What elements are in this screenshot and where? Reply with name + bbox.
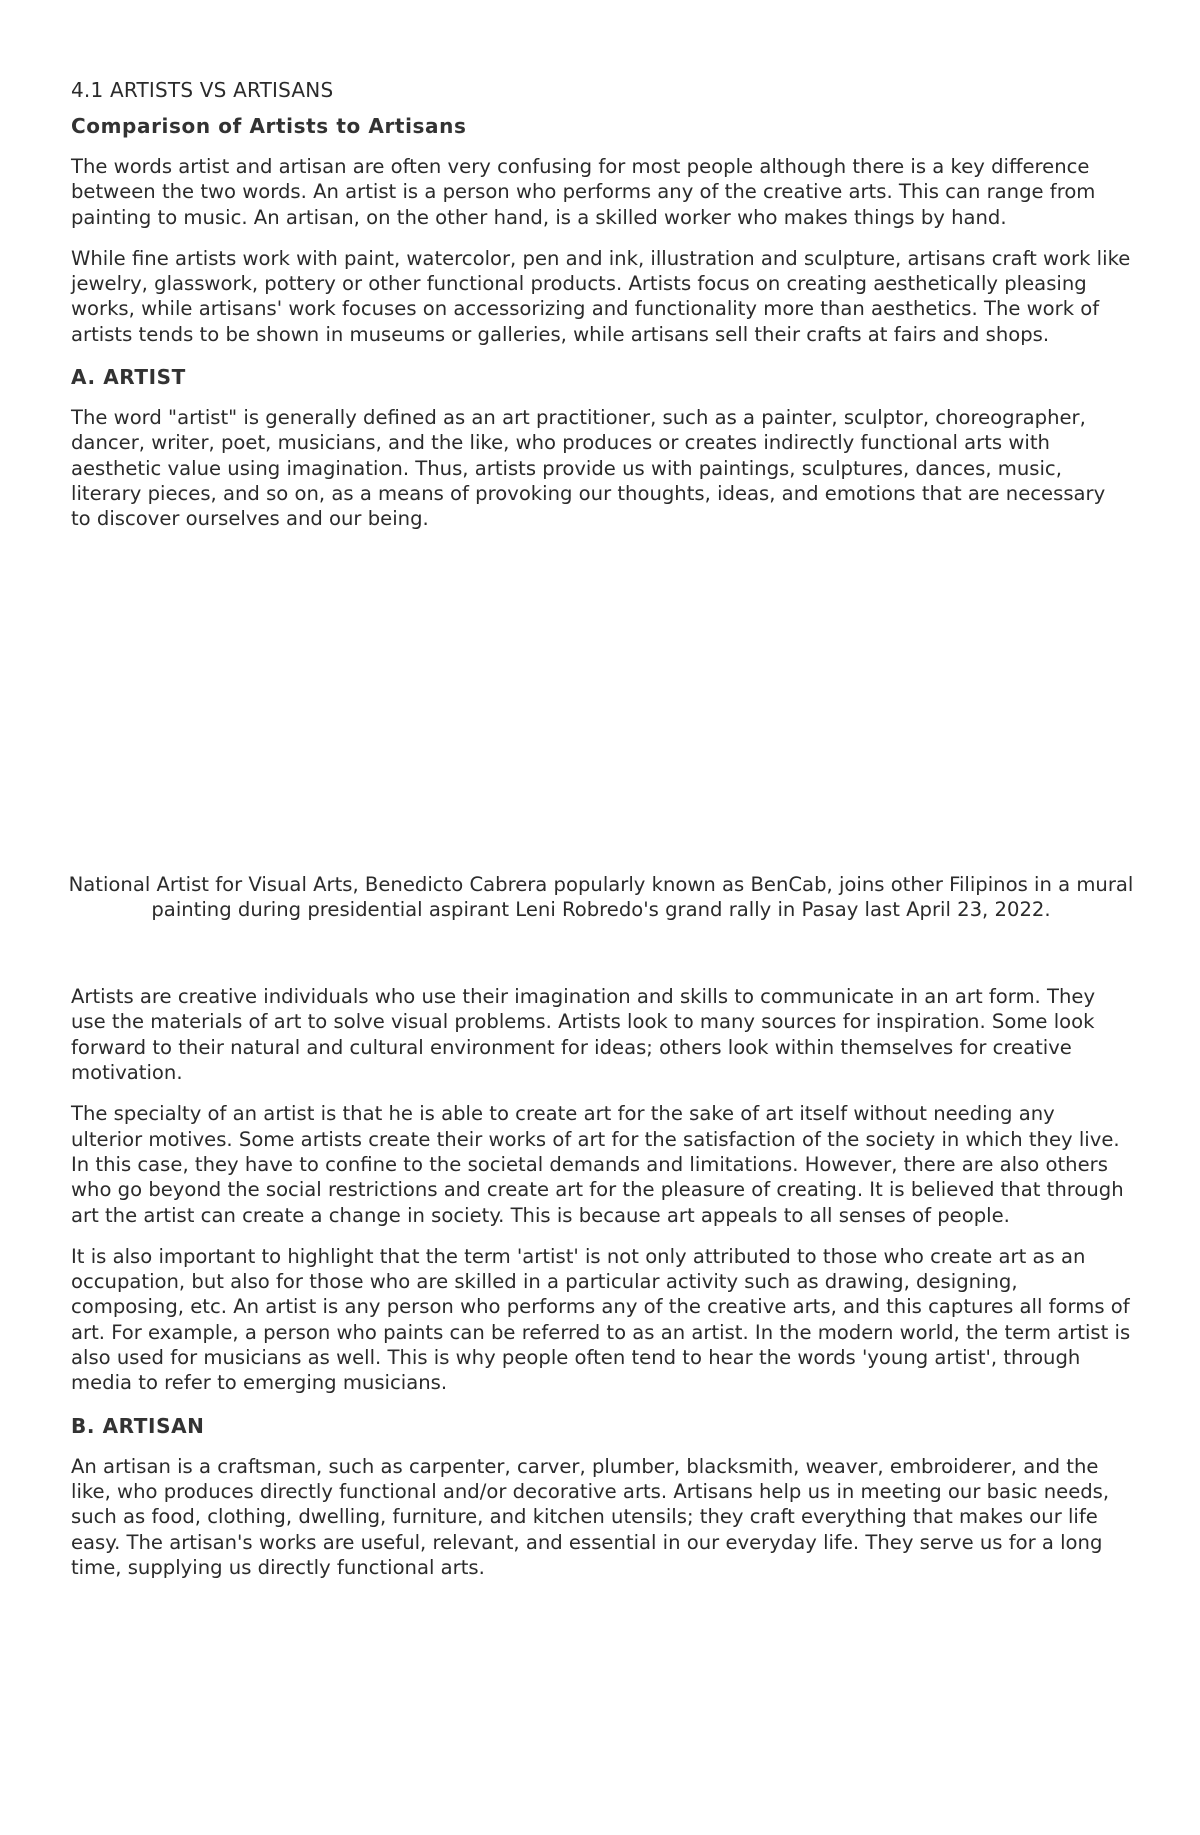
page-subtitle: Comparison of Artists to Artisans [71, 114, 467, 138]
artist-paragraph: The specialty of an artist is that he is able to create art for the sake of art itself without needing any ulterior motives. Some artists create their works of art for the satisfaction of the society in which they live. In this case, they have to confine to the societal demands and limitations. However, there are also others who go beyond the social restrictions and create art for the pleasure of creating. It is believed that through art the artist can create a change in society. This is because art appeals to all senses of people. [71, 1102, 1124, 1227]
artisan-definition-paragraph: An artisan is a craftsman, such as carpenter, carver, plumber, blacksmith, weaver, embroiderer, and the like, who produces directly functional and/or decorative arts. Artisans help us in meeting our basic needs, such as food, clothing, dwelling, furniture, and kitchen utensils; they craft everything that makes our life easy. The artisan's works are useful, relevant, and essential in our everyday life. They serve us for a long time, supplying us directly functional arts. [71, 1454, 1110, 1579]
section-heading-artist: A. ARTIST [71, 365, 186, 390]
page-title: 4.1 ARTISTS VS ARTISANS [71, 78, 334, 102]
image-caption: National Artist for Visual Arts, Benedicto Cabrera popularly known as BenCab, joins other Filipinos in a mural painting during presidential aspirant Leni Robredo's grand rally in Pasay last April 23, 2022. [68, 872, 1134, 921]
document-content [68, 76, 1134, 1596]
artist-definition-paragraph: The word "artist" is generally defined as an art practitioner, such as a painter, sculptor, choreographer, dancer, writer, poet, musicians, and the like, who produces or creates indirectly functional arts with aesthetic value using imagination. Thus, artists provide us with paintings, sculptures, dances, music, literary pieces, and so on, as a means of provoking our thoughts, ideas, and emotions that are necessary to discover ourselves and our being. [71, 406, 1106, 531]
image-placeholder [71, 548, 1131, 872]
spacer [71, 922, 1131, 984]
section-heading-artisan: B. ARTISAN [71, 1413, 205, 1438]
intro-paragraph: The words artist and artisan are often very confusing for most people although there is a key difference between the two words. An artist is a person who performs any of the creative arts. This can range from painting to music. An artisan, on the other hand, is a skilled worker who makes things by hand. [71, 155, 1096, 229]
artist-paragraph: Artists are creative individuals who use their imagination and skills to communicate in an art form. They use the materials of art to solve visual problems. Artists look to many sources for inspiration. Some look forward to their natural and cultural environment for ideas; others look within themselves for creative motivation. [71, 985, 1096, 1085]
intro-paragraph: While fine artists work with paint, watercolor, pen and ink, illustration and sculpture, artisans craft work like jewelry, glasswork, pottery or other functional products. Artists focus on creating aesthetically pleasing works, while artisans' work focuses on accessorizing and functionality more than aesthetics. The work of artists tends to be shown in museums or galleries, while artisans sell their crafts at fairs and shops. [71, 246, 1131, 346]
artist-paragraph: It is also important to highlight that the term 'artist' is not only attributed to those who create art as an occupation, but also for those who are skilled in a particular activity such as drawing, designing, composing, etc. An artist is any person who performs any of the creative arts, and this captures all forms of art. For example, a person who paints can be referred to as an artist. In the modern world, the term artist is also used for musicians as well. This is why people often tend to hear the words 'young artist', through media to refer to emerging musicians. [71, 1244, 1131, 1395]
